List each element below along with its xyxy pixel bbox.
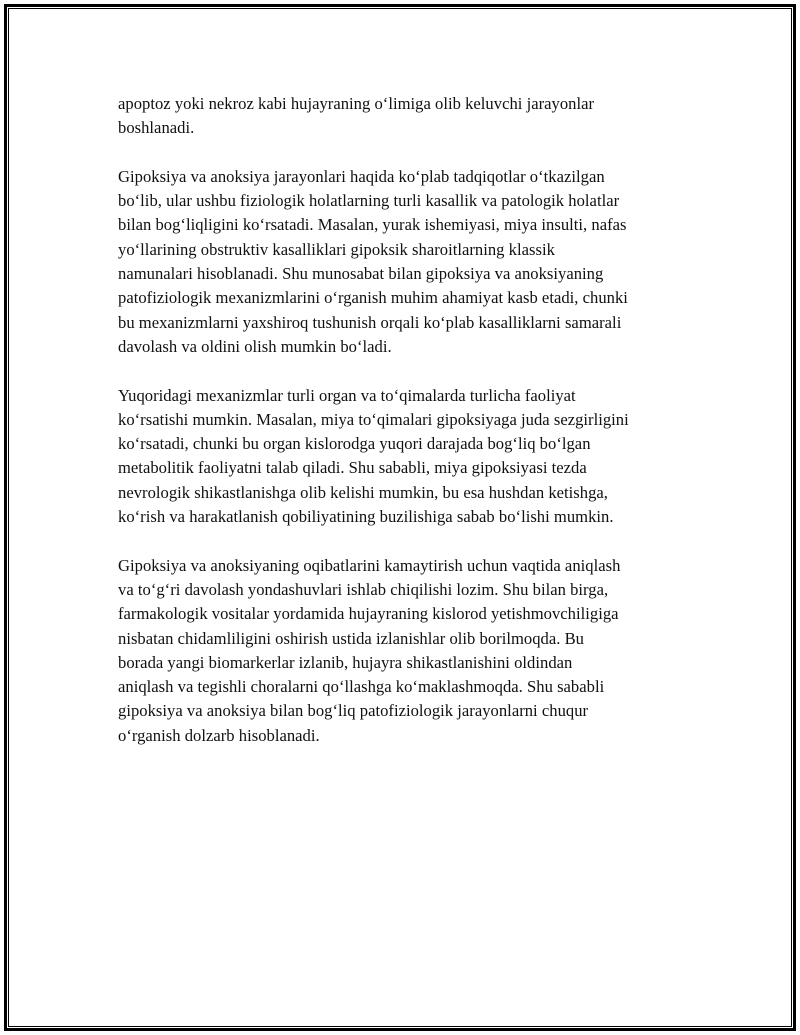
- text-line: Gipoksiya va anoksiyaning oqibatlarini kamaytirish uchun vaqtida aniqlash: [118, 555, 621, 575]
- text-line: nevrologik shikastlanishga olib kelishi mumkin, bu esa hushdan ketishga,: [118, 482, 608, 502]
- text-line: metabolitik faoliyatni talab qiladi. Shu sababli, miya gipoksiyasi tezda: [118, 458, 587, 478]
- text-line: bilan bog‘liqligini ko‘rsatadi. Masalan, yurak ishemiyasi, miya insulti, nafas: [118, 215, 627, 235]
- text-line: ko‘rish va harakatlanish qobiliyatining buzilishiga sabab bo‘lishi mumkin.: [118, 507, 614, 527]
- text-line: gipoksiya va anoksiya bilan bog‘liq patofiziologik jarayonlarni chuqur: [118, 701, 589, 721]
- text-line: aniqlash va tegishli choralarni qo‘llashga ko‘maklashmoqda. Shu sababli: [118, 677, 605, 697]
- text-line: davolash va oldini olish mumkin bo‘ladi.: [118, 336, 392, 356]
- paragraph-4: [118, 554, 690, 748]
- text-line: bo‘lib, ular ushbu fiziologik holatlarning turli kasallik va patologik holatlar: [118, 191, 620, 211]
- text-line: nisbatan chidamliligini oshirish ustida izlanishlar olib borilmoqda. Bu: [118, 628, 584, 648]
- paragraph-2: [118, 165, 690, 359]
- text-line: borada yangi biomarkerlar izlanib, hujayra shikastlanishini oldindan: [118, 652, 573, 672]
- text-line: apoptoz yoki nekroz kabi hujayraning o‘limiga olib keluvchi jarayonlar: [118, 94, 595, 113]
- text-line: yo‘llarining obstruktiv kasalliklari gipoksik sharoitlarning klassik: [118, 239, 555, 259]
- text-line: va to‘g‘ri davolash yondashuvlari ishlab chiqilishi lozim. Shu bilan birga,: [118, 579, 609, 599]
- text-line: ko‘rsatadi, chunki bu organ kislorodga yuqori darajada bog‘liq bo‘lgan: [118, 434, 591, 454]
- text-line: ko‘rsatishi mumkin. Masalan, miya to‘qimalari gipoksiyaga juda sezgirligini: [118, 409, 629, 429]
- text-line: Yuqoridagi mexanizmlar turli organ va to‘qimalarda turlicha faoliyat: [118, 385, 576, 405]
- document-body: [118, 92, 690, 772]
- text-line: Gipoksiya va anoksiya jarayonlari haqida ko‘plab tadqiqotlar o‘tkazilgan: [118, 166, 605, 186]
- text-line: o‘rganish dolzarb hisoblanadi.: [118, 725, 320, 745]
- text-line: patofiziologik mexanizmlarini o‘rganish muhim ahamiyat kasb etadi, chunki: [118, 288, 628, 308]
- paragraph-1: [118, 92, 690, 141]
- text-line: boshlanadi.: [118, 118, 195, 138]
- text-line: namunalari hisoblanadi. Shu munosabat bilan gipoksiya va anoksiyaning: [118, 264, 604, 284]
- text-line: bu mexanizmlarni yaxshiroq tushunish orqali ko‘plab kasalliklarni samarali: [118, 312, 622, 332]
- text-line: farmakologik vositalar yordamida hujayraning kislorod yetishmovchiligiga: [118, 604, 619, 624]
- paragraph-3: [118, 384, 690, 530]
